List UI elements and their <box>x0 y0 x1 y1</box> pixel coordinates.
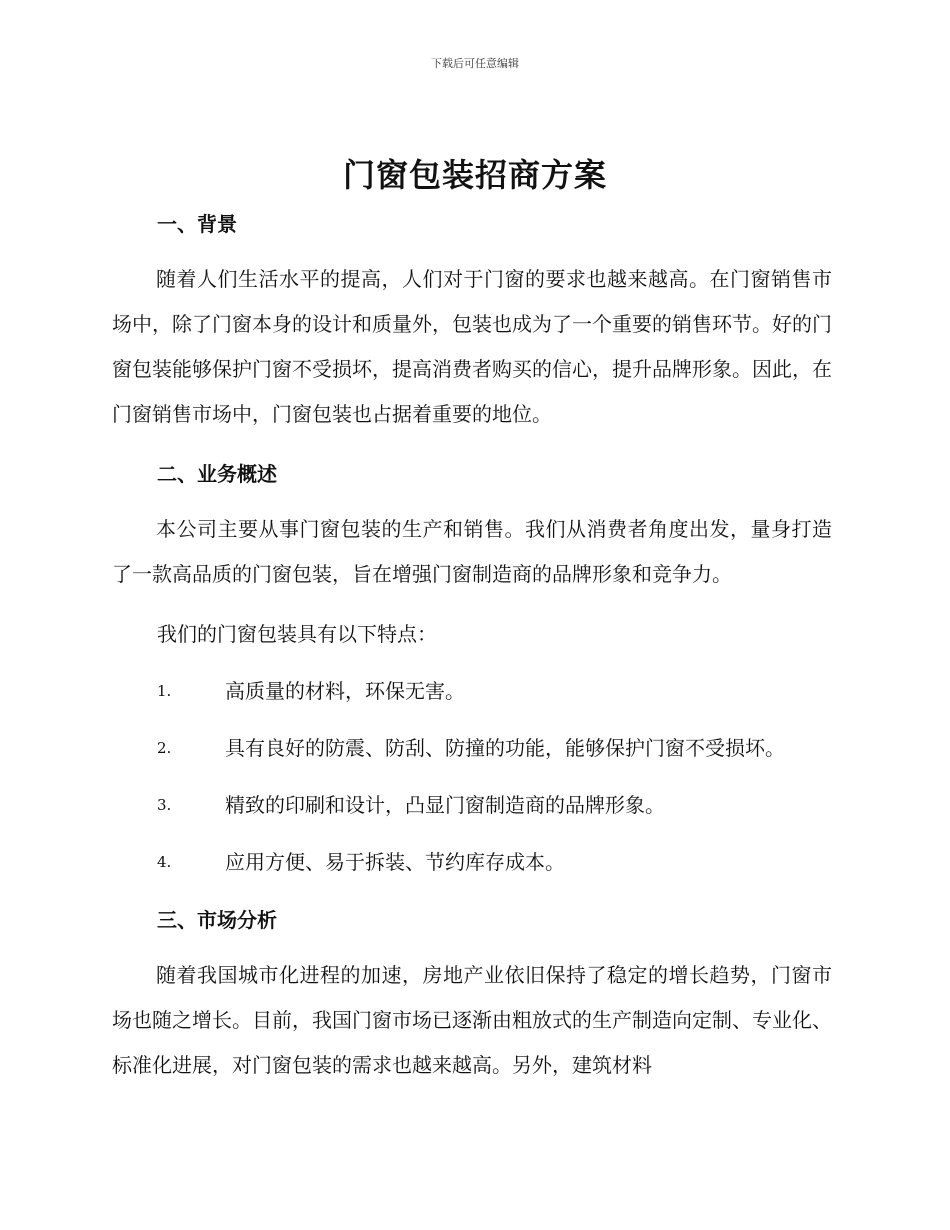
list-item-number: 1. <box>157 682 172 700</box>
list-item-text: 精致的印刷和设计，凸显门窗制造商的品牌形象。 <box>225 793 665 817</box>
list-item-text: 应用方便、易于拆装、节约库存成本。 <box>225 850 565 874</box>
features-intro: 我们的门窗包装具有以下特点： <box>157 622 437 646</box>
list-item-number: 3. <box>157 796 172 814</box>
section-paragraph-business: 本公司主要从事门窗包装的生产和销售。我们从消费者角度出发，量身打造了一款高品质的门窗包装，旨在增强门窗制造商的品牌形象和竞争力。 <box>112 517 832 586</box>
section-paragraph-background: 随着人们生活水平的提高，人们对于门窗的要求也越来越高。在门窗销售市场中，除了门窗本身的设计和质量外，包装也成为了一个重要的销售环节。好的门窗包装能够保护门窗不受损坏，提高消费者购买的信心，提升品牌形象。因此，在门窗销售市场中，门窗包装也占据着重要的地位。 <box>112 267 832 426</box>
list-item-number: 4. <box>157 853 172 871</box>
section-heading-background: 一、背景 <box>157 212 237 236</box>
list-item-text: 高质量的材料，环保无害。 <box>225 679 465 703</box>
section-paragraph-market: 随着我国城市化进程的加速，房地产业依旧保持了稳定的增长趋势，门窗市场也随之增长。目前，我国门窗市场已逐渐由粗放式的生产制造向定制、专业化、标准化进展，对门窗包装的需求也越来越高。另外，建筑材料 <box>112 963 832 1077</box>
list-item-number: 2. <box>157 739 172 757</box>
list-item <box>157 846 565 875</box>
list-item <box>157 789 665 818</box>
list-item-text: 具有良好的防震、防刮、防撞的功能，能够保护门窗不受损坏。 <box>225 736 785 760</box>
section-heading-business: 二、业务概述 <box>157 462 277 486</box>
list-item <box>157 732 785 761</box>
section-heading-market: 三、市场分析 <box>157 908 277 932</box>
list-item <box>157 675 465 704</box>
header-note: 下载后可任意编辑 <box>431 57 519 70</box>
document-title: 门窗包装招商方案 <box>342 156 607 194</box>
